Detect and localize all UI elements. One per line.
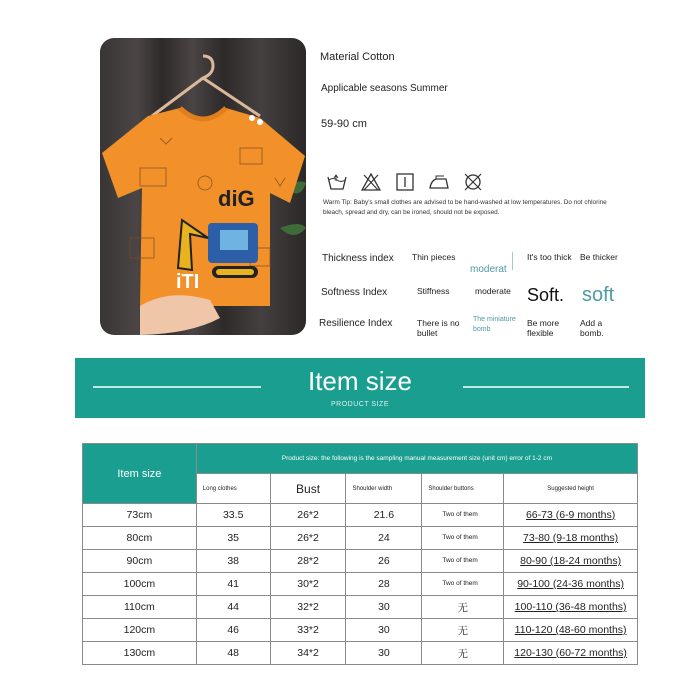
header-bust: Bust bbox=[270, 474, 346, 504]
row-long: 46 bbox=[196, 619, 270, 642]
care-icons bbox=[326, 172, 484, 192]
row-size: 90cm bbox=[83, 550, 197, 573]
row-shoulder: 28 bbox=[346, 573, 422, 596]
resilience-add-bomb: Add a bomb. bbox=[580, 318, 604, 338]
resilience-miniature: The miniature bomb bbox=[473, 316, 516, 333]
row-size: 80cm bbox=[83, 527, 197, 550]
row-bust: 26*2 bbox=[270, 504, 346, 527]
thickness-thin: Thin pieces bbox=[412, 252, 456, 262]
table-row bbox=[83, 596, 638, 619]
row-height: 120-130 (60-72 months) bbox=[504, 642, 638, 665]
row-buttons: Two of them bbox=[422, 573, 504, 596]
row-size: 110cm bbox=[83, 596, 197, 619]
size-table bbox=[82, 443, 638, 665]
row-height: 110-120 (48-60 months) bbox=[504, 619, 638, 642]
care-tip: Warm Tip: Baby's small clothes are advised to be hand-washed at low temperatures. Do not chlorine bleach, spread and dry, can be ironed, should not be exposed. bbox=[323, 199, 607, 216]
row-buttons: 无 bbox=[422, 596, 504, 619]
hand-wash-icon bbox=[326, 172, 348, 192]
resilience-label: Resilience Index bbox=[319, 318, 393, 329]
softness-softest: soft bbox=[582, 284, 615, 306]
table-row bbox=[83, 619, 638, 642]
row-height: 100-110 (36-48 months) bbox=[504, 596, 638, 619]
row-bust: 34*2 bbox=[270, 642, 346, 665]
product-photo bbox=[100, 38, 306, 335]
row-height: 90-100 (24-36 months) bbox=[504, 573, 638, 596]
row-shoulder: 30 bbox=[346, 596, 422, 619]
softness-moderate: moderate bbox=[475, 286, 511, 296]
resilience-more-flexible: Be more flexible bbox=[527, 318, 560, 338]
tshirt-illustration bbox=[100, 38, 306, 335]
no-dryclean-icon bbox=[462, 172, 484, 192]
softness-label: Softness Index bbox=[321, 287, 388, 298]
row-shoulder: 30 bbox=[346, 619, 422, 642]
dry-icon bbox=[394, 172, 416, 192]
shirt-print-dig: diG bbox=[218, 186, 255, 211]
header-item-size: Item size bbox=[83, 444, 197, 504]
row-size: 73cm bbox=[83, 504, 197, 527]
row-shoulder: 26 bbox=[346, 550, 422, 573]
row-height: 73-80 (9-18 months) bbox=[504, 527, 638, 550]
banner-title: Item size bbox=[307, 366, 413, 396]
row-bust: 26*2 bbox=[270, 527, 346, 550]
header-suggested-height: Suggested height bbox=[504, 474, 638, 504]
resilience-none: There is no bullet bbox=[417, 318, 460, 338]
row-bust: 28*2 bbox=[270, 550, 346, 573]
row-size: 100cm bbox=[83, 573, 197, 596]
table-row bbox=[83, 527, 638, 550]
row-size: 120cm bbox=[83, 619, 197, 642]
row-shoulder: 24 bbox=[346, 527, 422, 550]
row-shoulder: 30 bbox=[346, 642, 422, 665]
row-height: 80-90 (18-24 months) bbox=[504, 550, 638, 573]
softness-stiffness: Stiffness bbox=[417, 286, 450, 296]
table-row bbox=[83, 550, 638, 573]
row-long: 38 bbox=[196, 550, 270, 573]
thickness-label: Thickness index bbox=[322, 253, 394, 264]
row-bust: 32*2 bbox=[270, 596, 346, 619]
spec-seasons: Applicable seasons Summer bbox=[321, 83, 448, 94]
header-long-clothes: Long clothes bbox=[196, 474, 270, 504]
spec-size-range: 59-90 cm bbox=[321, 118, 367, 130]
row-bust: 33*2 bbox=[270, 619, 346, 642]
row-long: 35 bbox=[196, 527, 270, 550]
row-long: 41 bbox=[196, 573, 270, 596]
row-buttons: Two of them bbox=[422, 504, 504, 527]
table-row bbox=[83, 642, 638, 665]
thickness-moderate: moderat bbox=[470, 264, 507, 275]
row-buttons: Two of them bbox=[422, 550, 504, 573]
row-buttons: 无 bbox=[422, 619, 504, 642]
row-buttons: Two of them bbox=[422, 527, 504, 550]
row-long: 33.5 bbox=[196, 504, 270, 527]
header-shoulder-buttons: Shoulder buttons bbox=[422, 474, 504, 504]
softness-soft: Soft. bbox=[527, 285, 565, 305]
table-row bbox=[83, 573, 638, 596]
row-height: 66-73 (6-9 months) bbox=[504, 504, 638, 527]
item-size-banner bbox=[75, 358, 645, 418]
row-bust: 30*2 bbox=[270, 573, 346, 596]
table-row bbox=[83, 504, 638, 527]
row-size: 130cm bbox=[83, 642, 197, 665]
row-shoulder: 21.6 bbox=[346, 504, 422, 527]
header-note: Product size: the following is the sampling manual measurement size (unit cm) error of 1-2 cm bbox=[196, 444, 637, 474]
row-buttons: 无 bbox=[422, 642, 504, 665]
row-long: 48 bbox=[196, 642, 270, 665]
row-long: 44 bbox=[196, 596, 270, 619]
thickness-be-thicker: Be thicker bbox=[580, 252, 618, 262]
header-shoulder-width: Shoulder width bbox=[346, 474, 422, 504]
banner-subtitle: PRODUCT SIZE bbox=[331, 401, 389, 408]
no-bleach-icon bbox=[360, 172, 382, 192]
iron-icon bbox=[428, 172, 450, 192]
spec-material: Material Cotton bbox=[320, 51, 395, 63]
thickness-marker bbox=[512, 252, 513, 270]
thickness-too-thick: It's too thick bbox=[527, 252, 572, 262]
shirt-print-it: iTI bbox=[176, 271, 200, 293]
